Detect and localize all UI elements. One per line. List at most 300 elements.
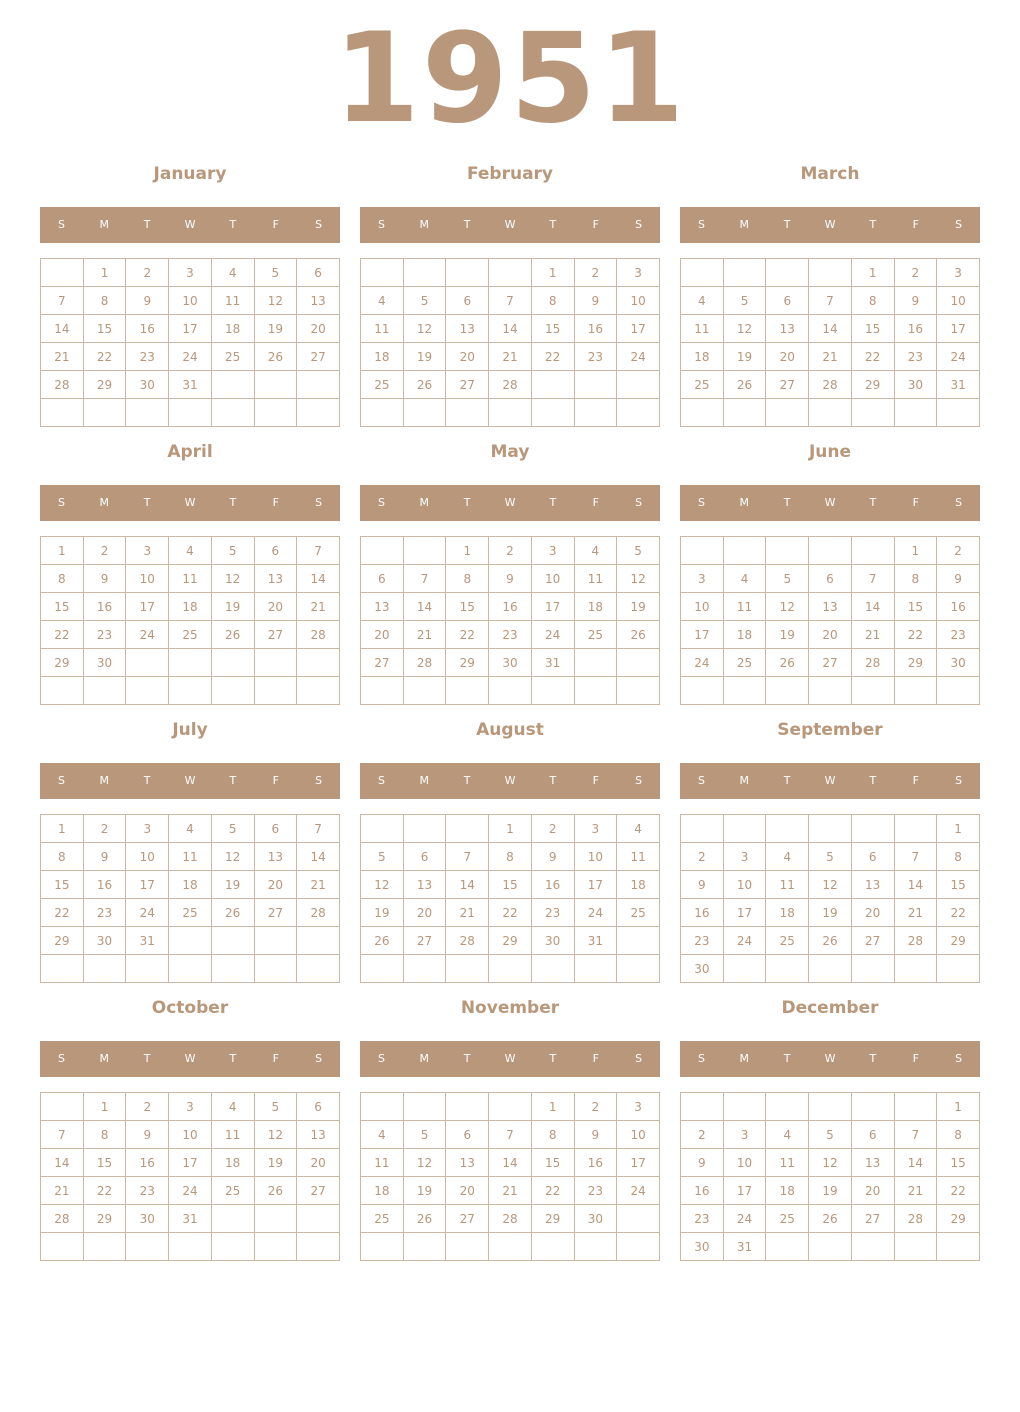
day-grid <box>680 814 980 983</box>
day-cell <box>446 955 489 983</box>
day-cell: 15 <box>83 315 126 343</box>
weekday-header <box>360 763 660 799</box>
week-row <box>41 871 340 899</box>
day-cell: 9 <box>574 1121 617 1149</box>
day-cell <box>297 955 340 983</box>
day-cell <box>894 677 937 705</box>
day-cell: 21 <box>489 343 532 371</box>
weekday-header <box>360 207 660 243</box>
day-cell: 9 <box>489 565 532 593</box>
day-cell <box>169 677 212 705</box>
day-cell <box>681 1093 724 1121</box>
day-cell: 22 <box>83 1177 126 1205</box>
day-cell: 9 <box>574 287 617 315</box>
day-cell: 6 <box>851 843 894 871</box>
day-cell: 15 <box>446 593 489 621</box>
day-cell <box>574 955 617 983</box>
month-title: September <box>777 720 883 740</box>
day-cell <box>809 677 852 705</box>
weekday-label: S <box>315 774 323 787</box>
day-cell: 20 <box>809 621 852 649</box>
weekday-label: T <box>463 774 471 787</box>
day-cell <box>297 677 340 705</box>
day-cell: 27 <box>403 927 446 955</box>
day-cell: 3 <box>681 565 724 593</box>
day-cell <box>489 399 532 427</box>
day-cell: 8 <box>41 843 84 871</box>
day-cell: 25 <box>681 371 724 399</box>
day-cell: 30 <box>126 1205 169 1233</box>
weekday-label: M <box>99 774 110 787</box>
day-cell <box>254 1205 297 1233</box>
day-cell: 25 <box>169 621 212 649</box>
day-cell <box>851 955 894 983</box>
day-cell: 5 <box>361 843 404 871</box>
weekday-label: F <box>272 496 279 509</box>
day-cell: 26 <box>211 621 254 649</box>
day-cell: 16 <box>937 593 980 621</box>
day-cell <box>361 259 404 287</box>
day-cell: 7 <box>297 537 340 565</box>
day-cell: 26 <box>361 927 404 955</box>
weekday-label: S <box>57 1052 65 1065</box>
day-cell: 3 <box>126 815 169 843</box>
day-cell: 24 <box>937 343 980 371</box>
day-cell: 8 <box>41 565 84 593</box>
day-cell: 14 <box>489 1149 532 1177</box>
day-cell: 3 <box>617 1093 660 1121</box>
day-cell: 27 <box>254 899 297 927</box>
day-cell <box>254 1233 297 1261</box>
week-row <box>361 621 660 649</box>
day-cell: 6 <box>297 1093 340 1121</box>
day-cell <box>809 1233 852 1261</box>
day-cell: 9 <box>531 843 574 871</box>
weekday-label: S <box>635 218 643 231</box>
day-cell <box>297 399 340 427</box>
day-cell: 16 <box>531 871 574 899</box>
day-cell <box>169 955 212 983</box>
day-cell: 30 <box>681 955 724 983</box>
weekday-label: S <box>57 774 65 787</box>
day-cell <box>681 537 724 565</box>
day-cell: 23 <box>574 1177 617 1205</box>
week-row <box>361 1177 660 1205</box>
day-cell <box>83 1233 126 1261</box>
day-cell: 28 <box>41 1205 84 1233</box>
day-cell: 7 <box>489 1121 532 1149</box>
weekday-label: W <box>184 496 196 509</box>
day-cell <box>851 399 894 427</box>
day-grid <box>360 814 660 983</box>
week-row <box>361 565 660 593</box>
day-cell <box>766 537 809 565</box>
day-cell: 27 <box>254 621 297 649</box>
day-cell: 26 <box>403 1205 446 1233</box>
day-cell <box>446 399 489 427</box>
week-row <box>361 1205 660 1233</box>
day-cell: 27 <box>851 927 894 955</box>
day-cell <box>723 1093 766 1121</box>
day-cell: 8 <box>531 1121 574 1149</box>
day-cell: 26 <box>809 1205 852 1233</box>
week-row <box>41 399 340 427</box>
day-cell <box>766 399 809 427</box>
day-cell: 2 <box>574 1093 617 1121</box>
weekday-label: S <box>955 496 963 509</box>
weekday-header <box>40 207 340 243</box>
day-cell <box>169 927 212 955</box>
day-cell: 20 <box>254 593 297 621</box>
day-cell: 12 <box>723 315 766 343</box>
day-cell: 2 <box>489 537 532 565</box>
weekday-label: S <box>635 1052 643 1065</box>
day-cell: 4 <box>169 815 212 843</box>
day-cell: 31 <box>574 927 617 955</box>
day-grid <box>680 1092 980 1261</box>
day-cell: 23 <box>574 343 617 371</box>
weekday-label: F <box>592 496 599 509</box>
week-row <box>361 343 660 371</box>
day-cell <box>489 1093 532 1121</box>
day-cell: 24 <box>574 899 617 927</box>
day-cell: 3 <box>169 1093 212 1121</box>
day-cell: 8 <box>489 843 532 871</box>
day-cell: 16 <box>83 871 126 899</box>
day-cell <box>403 259 446 287</box>
day-cell: 2 <box>531 815 574 843</box>
day-cell: 28 <box>894 927 937 955</box>
weekday-header <box>680 1041 980 1077</box>
week-row <box>361 593 660 621</box>
day-cell: 13 <box>766 315 809 343</box>
day-cell: 16 <box>894 315 937 343</box>
week-row <box>41 371 340 399</box>
day-cell: 12 <box>211 843 254 871</box>
day-cell: 1 <box>531 1093 574 1121</box>
day-cell: 5 <box>403 1121 446 1149</box>
weekday-label: M <box>739 218 750 231</box>
week-row <box>361 537 660 565</box>
day-cell: 22 <box>851 343 894 371</box>
day-cell: 7 <box>41 287 84 315</box>
weekday-header <box>40 1041 340 1077</box>
week-row <box>41 343 340 371</box>
day-cell: 4 <box>361 287 404 315</box>
day-cell <box>169 649 212 677</box>
month-title: January <box>153 164 227 184</box>
day-cell: 21 <box>894 1177 937 1205</box>
weekday-label: W <box>504 1052 516 1065</box>
day-cell: 16 <box>126 1149 169 1177</box>
day-cell: 29 <box>531 1205 574 1233</box>
day-cell: 16 <box>574 1149 617 1177</box>
day-grid <box>40 258 340 427</box>
day-cell <box>446 815 489 843</box>
day-grid <box>40 814 340 983</box>
day-cell: 28 <box>489 1205 532 1233</box>
day-cell <box>361 399 404 427</box>
week-row <box>361 927 660 955</box>
day-cell: 5 <box>211 815 254 843</box>
day-cell <box>894 1233 937 1261</box>
day-cell: 10 <box>617 1121 660 1149</box>
day-cell <box>531 399 574 427</box>
day-cell <box>361 537 404 565</box>
day-cell: 31 <box>937 371 980 399</box>
day-cell: 14 <box>809 315 852 343</box>
month-title: October <box>151 998 229 1018</box>
weekday-label: T <box>783 1052 791 1065</box>
day-cell: 18 <box>766 899 809 927</box>
month-title: November <box>460 998 560 1018</box>
day-grid <box>360 536 660 705</box>
day-cell: 19 <box>254 315 297 343</box>
day-cell: 25 <box>211 343 254 371</box>
day-cell: 25 <box>723 649 766 677</box>
week-row <box>41 565 340 593</box>
day-cell: 31 <box>126 927 169 955</box>
day-cell: 23 <box>83 899 126 927</box>
day-cell: 24 <box>723 1205 766 1233</box>
week-row <box>681 1177 980 1205</box>
day-cell: 21 <box>446 899 489 927</box>
day-cell: 26 <box>723 371 766 399</box>
day-cell: 13 <box>851 1149 894 1177</box>
day-cell <box>574 1233 617 1261</box>
weekday-label: T <box>463 218 471 231</box>
day-cell <box>297 1233 340 1261</box>
day-cell <box>617 399 660 427</box>
day-cell: 1 <box>851 259 894 287</box>
day-cell: 19 <box>211 871 254 899</box>
week-row <box>41 259 340 287</box>
day-cell: 16 <box>681 1177 724 1205</box>
day-cell: 28 <box>41 371 84 399</box>
day-cell: 1 <box>937 1093 980 1121</box>
day-cell: 5 <box>723 287 766 315</box>
day-cell <box>403 1233 446 1261</box>
day-cell: 16 <box>489 593 532 621</box>
day-cell: 20 <box>254 871 297 899</box>
day-cell: 31 <box>169 1205 212 1233</box>
week-row <box>41 1121 340 1149</box>
month-title: June <box>808 442 852 462</box>
day-grid <box>680 258 980 427</box>
day-cell: 7 <box>446 843 489 871</box>
day-cell <box>809 399 852 427</box>
weekday-label: F <box>592 218 599 231</box>
weekday-label: S <box>955 218 963 231</box>
day-grid <box>40 536 340 705</box>
weekday-label: T <box>143 1052 151 1065</box>
day-cell: 11 <box>574 565 617 593</box>
weekday-label: T <box>549 218 557 231</box>
weekday-header <box>360 1041 660 1077</box>
month-title: May <box>490 442 530 462</box>
day-cell: 10 <box>126 565 169 593</box>
week-row <box>361 371 660 399</box>
week-row <box>41 621 340 649</box>
day-cell: 8 <box>851 287 894 315</box>
week-row <box>41 1205 340 1233</box>
day-cell: 30 <box>681 1233 724 1261</box>
day-cell: 12 <box>403 315 446 343</box>
weekday-label: T <box>783 218 791 231</box>
weekday-label: S <box>315 1052 323 1065</box>
weekday-label: S <box>635 774 643 787</box>
day-cell: 7 <box>297 815 340 843</box>
day-cell: 15 <box>41 871 84 899</box>
day-cell: 1 <box>894 537 937 565</box>
weekday-label: M <box>739 774 750 787</box>
day-cell: 22 <box>41 899 84 927</box>
day-cell <box>809 815 852 843</box>
day-cell: 3 <box>531 537 574 565</box>
day-cell: 3 <box>617 259 660 287</box>
week-row <box>41 899 340 927</box>
day-cell <box>403 815 446 843</box>
day-cell <box>681 259 724 287</box>
day-cell: 15 <box>41 593 84 621</box>
day-cell: 18 <box>617 871 660 899</box>
day-cell: 20 <box>851 899 894 927</box>
day-cell: 20 <box>361 621 404 649</box>
day-cell: 11 <box>766 1149 809 1177</box>
day-cell: 14 <box>446 871 489 899</box>
day-cell <box>41 259 84 287</box>
weekday-label: T <box>783 496 791 509</box>
day-cell: 24 <box>169 1177 212 1205</box>
day-cell <box>489 955 532 983</box>
day-cell <box>574 649 617 677</box>
day-cell: 6 <box>254 815 297 843</box>
day-cell: 6 <box>851 1121 894 1149</box>
day-cell: 22 <box>489 899 532 927</box>
weekday-label: M <box>419 774 430 787</box>
day-cell: 21 <box>41 343 84 371</box>
day-cell: 30 <box>574 1205 617 1233</box>
day-cell <box>361 955 404 983</box>
weekday-label: F <box>912 496 919 509</box>
day-cell <box>169 399 212 427</box>
weekday-label: S <box>697 774 705 787</box>
day-cell: 28 <box>894 1205 937 1233</box>
day-cell: 17 <box>126 593 169 621</box>
day-cell: 6 <box>446 287 489 315</box>
day-cell: 16 <box>83 593 126 621</box>
day-cell: 7 <box>41 1121 84 1149</box>
day-cell: 5 <box>254 1093 297 1121</box>
day-cell: 9 <box>83 843 126 871</box>
weekday-label: W <box>824 774 836 787</box>
day-cell <box>297 649 340 677</box>
week-row <box>681 1093 980 1121</box>
day-cell: 9 <box>894 287 937 315</box>
day-cell: 12 <box>254 1121 297 1149</box>
day-cell: 29 <box>894 649 937 677</box>
day-cell: 17 <box>681 621 724 649</box>
day-cell: 25 <box>361 371 404 399</box>
day-cell: 14 <box>297 565 340 593</box>
day-cell: 25 <box>361 1205 404 1233</box>
day-cell: 10 <box>723 1149 766 1177</box>
day-cell <box>766 1093 809 1121</box>
day-cell: 1 <box>83 259 126 287</box>
day-cell: 3 <box>723 843 766 871</box>
weekday-label: M <box>419 1052 430 1065</box>
day-cell: 19 <box>723 343 766 371</box>
day-cell: 12 <box>617 565 660 593</box>
weekday-label: T <box>869 774 877 787</box>
day-cell: 2 <box>83 537 126 565</box>
weekday-label: T <box>783 774 791 787</box>
day-cell: 12 <box>809 871 852 899</box>
day-cell: 25 <box>766 927 809 955</box>
week-row <box>41 927 340 955</box>
day-cell: 26 <box>211 899 254 927</box>
weekday-label: T <box>229 496 237 509</box>
day-cell: 30 <box>83 927 126 955</box>
day-cell: 24 <box>617 1177 660 1205</box>
week-row <box>41 1149 340 1177</box>
day-cell <box>681 677 724 705</box>
day-cell: 20 <box>403 899 446 927</box>
day-cell: 3 <box>723 1121 766 1149</box>
week-row <box>361 843 660 871</box>
week-row <box>41 537 340 565</box>
weekday-label: W <box>184 218 196 231</box>
weekday-label: M <box>739 496 750 509</box>
day-cell: 6 <box>809 565 852 593</box>
week-row <box>361 1093 660 1121</box>
day-cell: 7 <box>851 565 894 593</box>
day-cell: 21 <box>297 871 340 899</box>
day-cell: 18 <box>211 1149 254 1177</box>
day-cell: 17 <box>531 593 574 621</box>
day-cell: 12 <box>254 287 297 315</box>
day-cell <box>851 1233 894 1261</box>
week-row <box>681 649 980 677</box>
day-cell: 18 <box>211 315 254 343</box>
day-cell: 18 <box>361 343 404 371</box>
day-cell: 8 <box>83 1121 126 1149</box>
day-cell: 7 <box>489 287 532 315</box>
day-cell <box>617 649 660 677</box>
day-cell: 12 <box>403 1149 446 1177</box>
day-cell: 1 <box>41 815 84 843</box>
day-cell: 30 <box>489 649 532 677</box>
day-cell: 8 <box>937 1121 980 1149</box>
day-cell: 1 <box>531 259 574 287</box>
day-cell: 13 <box>446 315 489 343</box>
day-cell: 17 <box>126 871 169 899</box>
week-row <box>681 259 980 287</box>
week-row <box>361 649 660 677</box>
day-cell <box>617 677 660 705</box>
day-cell <box>574 371 617 399</box>
day-cell: 24 <box>723 927 766 955</box>
day-cell: 7 <box>403 565 446 593</box>
day-cell: 30 <box>894 371 937 399</box>
weekday-label: T <box>463 496 471 509</box>
day-cell: 23 <box>531 899 574 927</box>
weekday-label: M <box>99 1052 110 1065</box>
day-cell <box>169 1233 212 1261</box>
day-cell <box>126 399 169 427</box>
day-cell <box>809 259 852 287</box>
day-cell: 6 <box>403 843 446 871</box>
